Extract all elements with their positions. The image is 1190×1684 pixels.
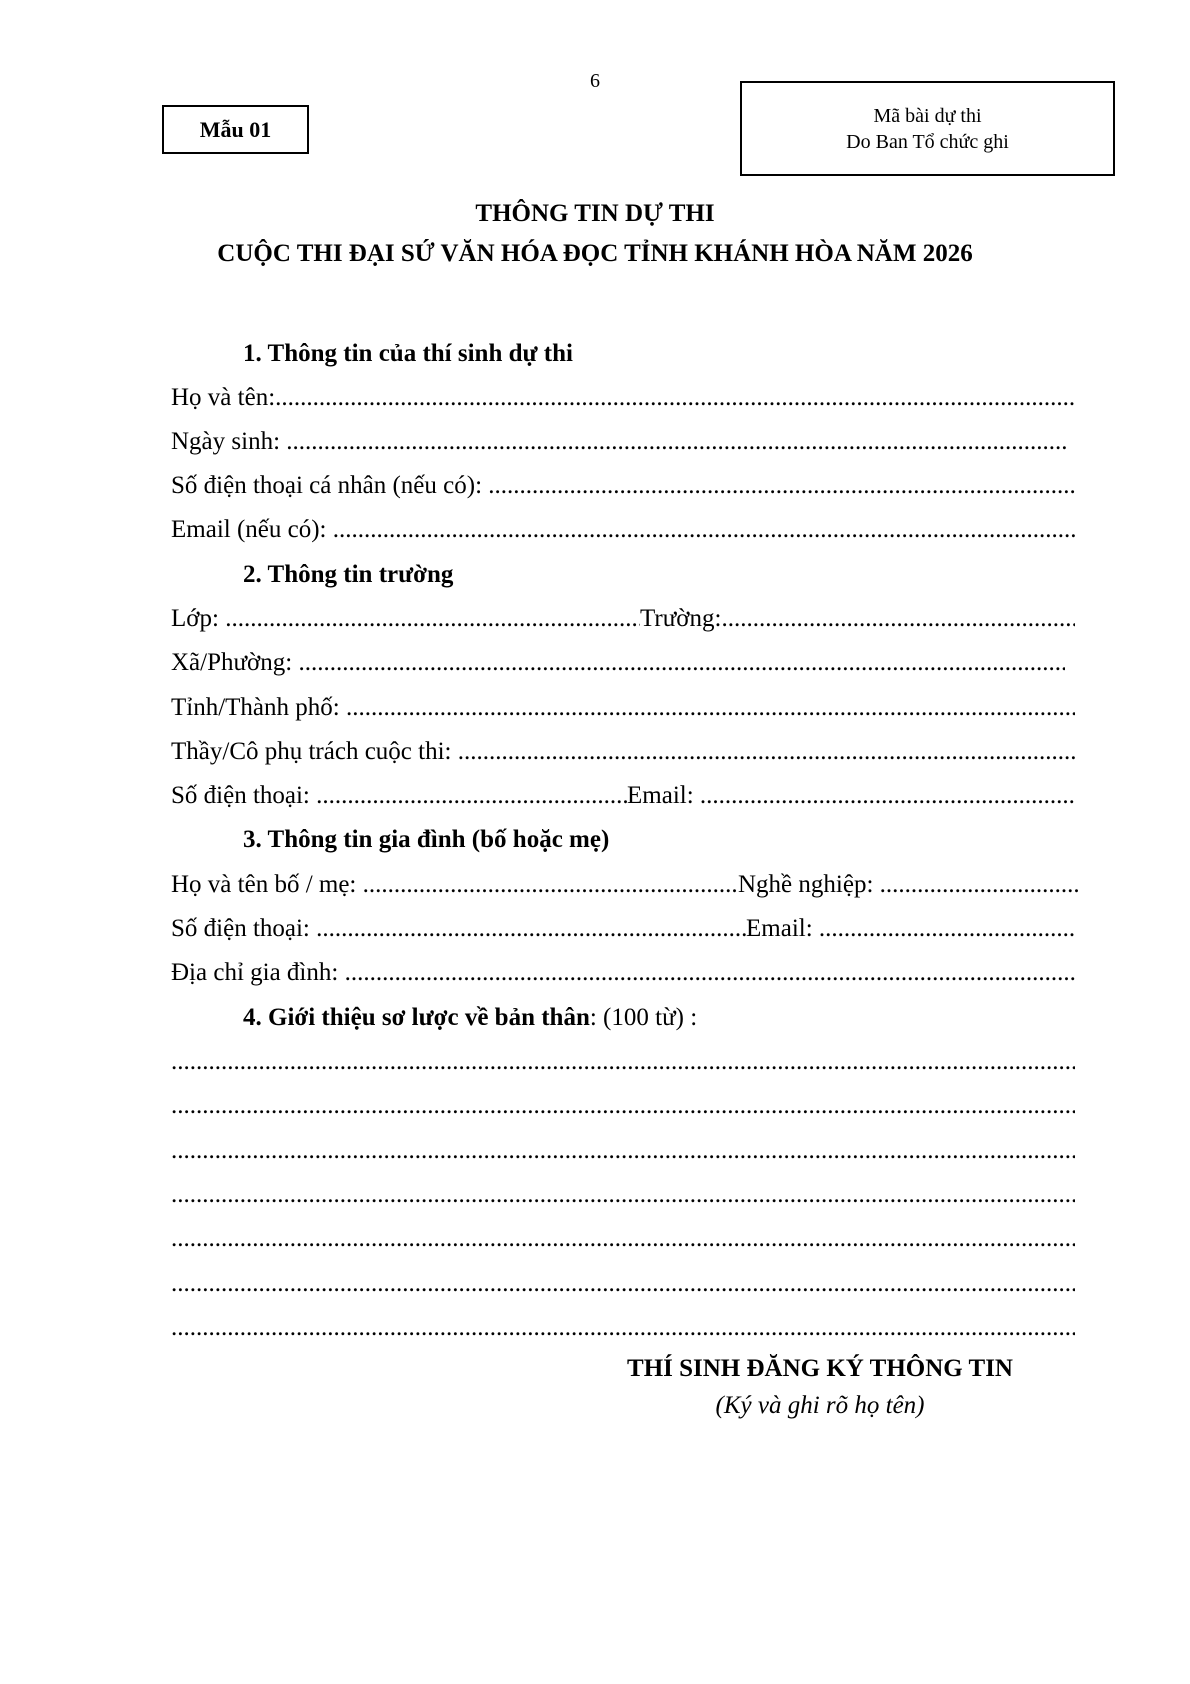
class-label: Lớp: bbox=[171, 605, 226, 632]
section2-heading: 2. Thông tin trường bbox=[243, 561, 454, 588]
parent-name-field[interactable] bbox=[171, 867, 738, 903]
page-number: 6 bbox=[590, 70, 600, 92]
section4-heading: 4. Giới thiệu sơ lược về bản thân bbox=[243, 1004, 590, 1031]
personal-phone-input-line[interactable] bbox=[488, 468, 1075, 504]
personal-email-label: Email (nếu có): bbox=[171, 516, 333, 543]
intro-input-line[interactable] bbox=[171, 1266, 1075, 1302]
intro-input-line[interactable] bbox=[171, 1044, 1075, 1080]
intro-input-line[interactable] bbox=[171, 1221, 1075, 1257]
birth-date-label: Ngày sinh: bbox=[171, 428, 287, 455]
full-name-label: Họ và tên: bbox=[171, 384, 276, 411]
province-label: Tỉnh/Thành phố: bbox=[171, 694, 346, 721]
personal-email-input-line[interactable] bbox=[333, 512, 1075, 548]
parent-occupation-label: Nghề nghiệp: bbox=[738, 871, 880, 898]
intro-line[interactable] bbox=[171, 1044, 1075, 1080]
intro-input-line[interactable] bbox=[171, 1133, 1075, 1169]
intro-input-line[interactable] bbox=[171, 1088, 1075, 1124]
personal-phone-field[interactable] bbox=[171, 468, 1075, 504]
class-school-row bbox=[171, 601, 1075, 637]
parent-email-field[interactable] bbox=[746, 911, 1075, 947]
intro-input-line[interactable] bbox=[171, 1310, 1075, 1346]
intro-line[interactable] bbox=[171, 1221, 1075, 1257]
full-name-input-line[interactable] bbox=[275, 380, 1075, 416]
parent-occupation-field[interactable] bbox=[738, 867, 1078, 903]
section1-heading: 1. Thông tin của thí sinh dự thi bbox=[243, 340, 573, 367]
submission-code-box bbox=[740, 81, 1115, 176]
teacher-input-line[interactable] bbox=[458, 734, 1075, 770]
birth-date-field[interactable] bbox=[171, 424, 1069, 460]
school-input-line[interactable] bbox=[721, 601, 1075, 637]
parent-contact-row bbox=[171, 911, 1075, 947]
province-input-line[interactable] bbox=[346, 690, 1075, 726]
school-phone-field[interactable] bbox=[171, 778, 627, 814]
ward-label: Xã/Phường: bbox=[171, 649, 299, 676]
intro-line[interactable] bbox=[171, 1088, 1075, 1124]
family-address-field[interactable] bbox=[171, 955, 1075, 991]
parent-email-label: Email: bbox=[746, 915, 819, 942]
parent-name-label: Họ và tên bố / mẹ: bbox=[171, 871, 363, 898]
form-code-box bbox=[162, 105, 309, 154]
province-field[interactable] bbox=[171, 690, 1075, 726]
family-address-input-line[interactable] bbox=[345, 955, 1075, 991]
signature-note: (Ký và ghi rõ họ tên) bbox=[715, 1392, 925, 1419]
form-code-label: Mẫu 01 bbox=[199, 116, 272, 142]
class-field[interactable] bbox=[171, 601, 640, 637]
school-contact-row bbox=[171, 778, 1075, 814]
school-label: Trường: bbox=[640, 605, 722, 632]
family-address-label: Địa chỉ gia đình: bbox=[171, 959, 345, 986]
parent-phone-label: Số điện thoại: bbox=[171, 915, 317, 942]
form-title: THÔNG TIN DỰ THI bbox=[475, 200, 715, 227]
class-input-line[interactable] bbox=[225, 601, 640, 637]
school-phone-input-line[interactable] bbox=[316, 778, 627, 814]
birth-date-input-line[interactable] bbox=[286, 424, 1069, 460]
school-field[interactable] bbox=[640, 601, 1075, 637]
parent-email-input-line[interactable] bbox=[819, 911, 1075, 947]
parent-occupation-input-line[interactable] bbox=[880, 867, 1078, 903]
parent-phone-field[interactable] bbox=[171, 911, 746, 947]
full-name-field[interactable] bbox=[171, 380, 1075, 416]
teacher-label: Thầy/Cô phụ trách cuộc thi: bbox=[171, 738, 458, 765]
intro-line[interactable] bbox=[171, 1310, 1075, 1346]
personal-phone-label: Số điện thoại cá nhân (nếu có): bbox=[171, 472, 489, 499]
submission-code-label: Mã bài dự thi bbox=[873, 104, 982, 127]
school-email-field[interactable] bbox=[627, 778, 1075, 814]
school-email-label: Email: bbox=[627, 782, 700, 809]
section4-heading-row bbox=[243, 1000, 1075, 1036]
intro-input-line[interactable] bbox=[171, 1177, 1075, 1213]
intro-line[interactable] bbox=[171, 1133, 1075, 1169]
personal-email-field[interactable] bbox=[171, 512, 1075, 548]
signature-title: THÍ SINH ĐĂNG KÝ THÔNG TIN bbox=[627, 1355, 1013, 1382]
submission-code-note: Do Ban Tổ chức ghi bbox=[846, 130, 1009, 153]
section4-note: : (100 từ) : bbox=[589, 1004, 698, 1031]
parent-name-input-line[interactable] bbox=[363, 867, 738, 903]
form-subtitle: CUỘC THI ĐẠI SỨ VĂN HÓA ĐỌC TỈNH KHÁNH HÒA NĂM 2026 bbox=[217, 240, 973, 267]
ward-field[interactable] bbox=[171, 645, 1065, 681]
intro-line[interactable] bbox=[171, 1266, 1075, 1302]
intro-line[interactable] bbox=[171, 1177, 1075, 1213]
school-email-input-line[interactable] bbox=[700, 778, 1075, 814]
school-phone-label: Số điện thoại: bbox=[171, 782, 317, 809]
parent-row bbox=[171, 867, 1078, 903]
parent-phone-input-line[interactable] bbox=[316, 911, 746, 947]
section3-heading: 3. Thông tin gia đình (bố hoặc mẹ) bbox=[243, 826, 610, 853]
teacher-field[interactable] bbox=[171, 734, 1075, 770]
ward-input-line[interactable] bbox=[298, 645, 1065, 681]
